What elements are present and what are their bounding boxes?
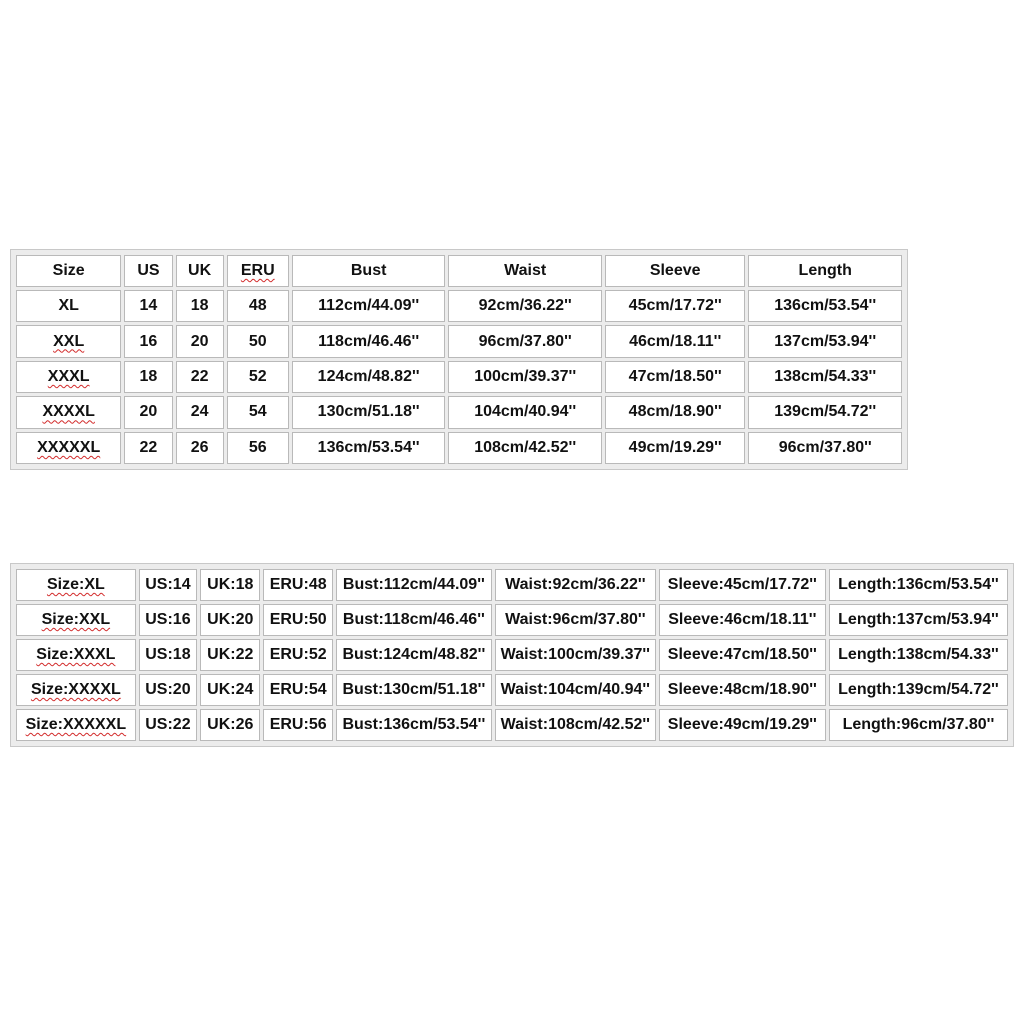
column-header-text: Sleeve xyxy=(649,262,701,279)
table-cell-text: 50 xyxy=(248,332,267,350)
table-header-row xyxy=(16,255,902,287)
table-cell-text: 137cm/53.94'' xyxy=(774,332,877,350)
table-cell-text: 20 xyxy=(139,403,158,421)
table-cell-text: Length:136cm/53.54'' xyxy=(838,576,999,593)
table-cell xyxy=(448,325,602,357)
size-cell xyxy=(16,639,136,671)
table-cell xyxy=(448,396,602,428)
size-cell-text: XXL xyxy=(53,332,85,350)
table-cell-text: 52 xyxy=(248,367,267,385)
table-cell xyxy=(748,432,902,464)
table-cell xyxy=(176,290,224,322)
table-cell-text: 48 xyxy=(248,297,267,315)
table-cell xyxy=(124,432,172,464)
table-cell xyxy=(139,604,197,636)
size-cell xyxy=(16,569,136,601)
table-cell-text: 136cm/53.54'' xyxy=(774,297,877,315)
size-cell-text: Size:XXL xyxy=(41,611,111,628)
table-cell xyxy=(200,639,260,671)
size-chart-table-compact xyxy=(10,249,908,470)
table-cell xyxy=(748,325,902,357)
table-cell xyxy=(605,396,745,428)
table-row xyxy=(16,325,902,357)
table-cell xyxy=(829,569,1008,601)
table-cell-text: UK:20 xyxy=(207,611,254,628)
table-cell xyxy=(495,639,656,671)
column-header xyxy=(176,255,224,287)
table-cell xyxy=(659,639,826,671)
column-header xyxy=(292,255,446,287)
table-cell-text: Sleeve:47cm/18.50'' xyxy=(667,646,817,663)
table-cell xyxy=(748,361,902,393)
table-cell xyxy=(829,674,1008,706)
table-cell xyxy=(139,674,197,706)
table-cell-text: UK:22 xyxy=(207,646,254,663)
table-cell xyxy=(139,569,197,601)
table-cell xyxy=(176,325,224,357)
table-cell xyxy=(263,639,332,671)
column-header-text: Waist xyxy=(504,262,547,279)
table-cell-text: 24 xyxy=(190,403,209,421)
size-cell xyxy=(16,674,136,706)
table-cell-text: 22 xyxy=(190,367,209,385)
table-cell-text: Waist:96cm/37.80'' xyxy=(505,611,646,628)
column-header xyxy=(448,255,602,287)
table-cell-text: Waist:108cm/42.52'' xyxy=(500,716,650,733)
table-cell-text: 138cm/54.33'' xyxy=(774,367,877,385)
table-cell-text: Sleeve:45cm/17.72'' xyxy=(667,576,817,593)
table-cell xyxy=(748,396,902,428)
table-cell xyxy=(495,604,656,636)
column-header xyxy=(124,255,172,287)
table-cell xyxy=(659,709,826,741)
table-row xyxy=(16,361,902,393)
table-cell xyxy=(336,569,492,601)
size-cell xyxy=(16,604,136,636)
size-cell-text: XXXL xyxy=(47,367,90,385)
table-cell-text: ERU:54 xyxy=(269,681,327,698)
column-header xyxy=(227,255,289,287)
table-cell-text: 54 xyxy=(248,403,267,421)
table-cell xyxy=(292,361,446,393)
table-cell xyxy=(605,361,745,393)
table-cell xyxy=(605,432,745,464)
table-cell-text: 100cm/39.37'' xyxy=(474,367,577,385)
table-cell-text: 18 xyxy=(190,297,209,315)
table-cell xyxy=(263,569,332,601)
table-cell xyxy=(659,604,826,636)
size-cell xyxy=(16,361,121,393)
size-table-2 xyxy=(13,566,1011,744)
table-cell xyxy=(659,569,826,601)
table-cell xyxy=(200,709,260,741)
size-table-1 xyxy=(13,252,905,467)
table-cell-text: 104cm/40.94'' xyxy=(474,403,577,421)
table-cell xyxy=(227,432,289,464)
table-cell-text: US:18 xyxy=(145,646,191,663)
table-cell xyxy=(263,604,332,636)
table-cell-text: 20 xyxy=(190,332,209,350)
table-cell-text: Sleeve:49cm/19.29'' xyxy=(667,716,817,733)
column-header-text: Length xyxy=(798,262,852,279)
size-cell-text: XL xyxy=(58,297,79,315)
table-cell xyxy=(200,604,260,636)
table-cell-text: UK:26 xyxy=(207,716,254,733)
table-cell-text: Bust:124cm/48.82'' xyxy=(342,646,486,663)
table-cell-text: US:22 xyxy=(145,716,191,733)
table-cell xyxy=(495,674,656,706)
table-row xyxy=(16,639,1008,671)
table-cell xyxy=(124,290,172,322)
table-row xyxy=(16,569,1008,601)
size-chart-table-labeled xyxy=(10,563,1014,747)
table-cell xyxy=(292,325,446,357)
table-cell xyxy=(336,639,492,671)
table-cell xyxy=(292,396,446,428)
table-cell-text: 96cm/37.80'' xyxy=(778,438,872,456)
table-cell xyxy=(139,639,197,671)
size-cell-text: XXXXL xyxy=(42,403,95,421)
table-cell-text: UK:24 xyxy=(207,681,254,698)
table-cell-text: Length:138cm/54.33'' xyxy=(838,646,999,663)
table-cell-text: Bust:112cm/44.09'' xyxy=(342,576,485,593)
table-cell xyxy=(124,325,172,357)
table-cell-text: 92cm/36.22'' xyxy=(478,297,572,315)
table-cell xyxy=(227,325,289,357)
table-cell xyxy=(263,709,332,741)
table-cell-text: ERU:52 xyxy=(269,646,327,663)
table-cell-text: Length:139cm/54.72'' xyxy=(838,681,999,698)
table-cell-text: Waist:100cm/39.37'' xyxy=(500,646,650,663)
size-cell-text: Size:XXXXL xyxy=(30,681,121,698)
table-cell xyxy=(292,290,446,322)
table-cell xyxy=(176,396,224,428)
table-cell-text: 26 xyxy=(190,438,209,456)
table-cell-text: ERU:50 xyxy=(269,611,327,628)
table-cell-text: US:20 xyxy=(145,681,191,698)
table-cell-text: 108cm/42.52'' xyxy=(474,438,577,456)
table-cell xyxy=(176,361,224,393)
table-cell-text: 14 xyxy=(139,297,158,315)
table-cell xyxy=(336,709,492,741)
column-header-text: UK xyxy=(188,262,212,279)
table-cell xyxy=(227,396,289,428)
table-row xyxy=(16,290,902,322)
table-cell xyxy=(659,674,826,706)
table-cell xyxy=(292,432,446,464)
column-header-text: US xyxy=(137,262,160,279)
table-cell-text: 45cm/17.72'' xyxy=(628,297,722,315)
table-cell-text: 16 xyxy=(139,332,158,350)
table-cell-text: 124cm/48.82'' xyxy=(317,367,420,385)
table-cell-text: 139cm/54.72'' xyxy=(774,403,877,421)
table-cell xyxy=(448,361,602,393)
table-cell-text: 136cm/53.54'' xyxy=(317,438,420,456)
table-cell-text: Sleeve:46cm/18.11'' xyxy=(668,611,817,628)
table-cell xyxy=(139,709,197,741)
table-cell-text: 47cm/18.50'' xyxy=(628,367,722,385)
table-cell xyxy=(227,361,289,393)
size-cell-text: Size:XXXXXL xyxy=(25,716,127,733)
table-cell-text: US:16 xyxy=(145,611,191,628)
table-cell-text: 118cm/46.46'' xyxy=(318,332,420,350)
table-row xyxy=(16,604,1008,636)
size-cell xyxy=(16,396,121,428)
column-header xyxy=(16,255,121,287)
table-cell-text: ERU:56 xyxy=(269,716,327,733)
column-header xyxy=(605,255,745,287)
table-cell xyxy=(200,674,260,706)
column-header xyxy=(748,255,902,287)
table-cell xyxy=(263,674,332,706)
table-cell-text: 112cm/44.09'' xyxy=(318,297,420,315)
table-cell-text: 46cm/18.11'' xyxy=(629,332,722,350)
table-cell xyxy=(336,674,492,706)
table-cell-text: 49cm/19.29'' xyxy=(628,438,722,456)
table-cell-text: Bust:118cm/46.46'' xyxy=(342,611,485,628)
column-header-text: ERU xyxy=(240,262,275,279)
table-cell-text: Bust:136cm/53.54'' xyxy=(342,716,486,733)
size-cell xyxy=(16,432,121,464)
size-cell xyxy=(16,709,136,741)
table-cell xyxy=(829,709,1008,741)
table-cell xyxy=(336,604,492,636)
size-cell-text: XXXXXL xyxy=(37,438,101,456)
table-cell xyxy=(227,290,289,322)
size-cell-text: Size:XL xyxy=(46,576,105,593)
table-cell-text: ERU:48 xyxy=(269,576,327,593)
size-cell xyxy=(16,325,121,357)
table-row xyxy=(16,432,902,464)
table-cell-text: 56 xyxy=(248,438,267,456)
table-cell xyxy=(448,290,602,322)
table-cell-text: 130cm/51.18'' xyxy=(317,403,420,421)
table-cell xyxy=(495,709,656,741)
table-cell-text: 22 xyxy=(139,438,158,456)
size-cell-text: Size:XXXL xyxy=(36,646,116,663)
table-cell-text: Waist:104cm/40.94'' xyxy=(500,681,650,698)
table-cell-text: 18 xyxy=(139,367,158,385)
table-cell xyxy=(829,604,1008,636)
table-row xyxy=(16,709,1008,741)
table-cell xyxy=(176,432,224,464)
table-cell-text: UK:18 xyxy=(207,576,254,593)
table-cell-text: US:14 xyxy=(145,576,191,593)
table-cell-text: 96cm/37.80'' xyxy=(478,332,572,350)
table-cell-text: Sleeve:48cm/18.90'' xyxy=(667,681,817,698)
table-cell xyxy=(200,569,260,601)
table-cell xyxy=(124,361,172,393)
table-cell xyxy=(448,432,602,464)
table-row xyxy=(16,674,1008,706)
table-cell-text: Length:137cm/53.94'' xyxy=(838,611,999,628)
table-cell-text: Waist:92cm/36.22'' xyxy=(505,576,646,593)
table-cell xyxy=(605,290,745,322)
table-cell xyxy=(605,325,745,357)
table-cell xyxy=(124,396,172,428)
table-cell-text: Bust:130cm/51.18'' xyxy=(342,681,486,698)
table-row xyxy=(16,396,902,428)
table-cell xyxy=(748,290,902,322)
table-cell xyxy=(829,639,1008,671)
size-cell xyxy=(16,290,121,322)
table-cell-text: 48cm/18.90'' xyxy=(628,403,722,421)
column-header-text: Bust xyxy=(350,262,387,279)
table-cell-text: Length:96cm/37.80'' xyxy=(842,716,995,733)
table-cell xyxy=(495,569,656,601)
column-header-text: Size xyxy=(52,262,85,279)
